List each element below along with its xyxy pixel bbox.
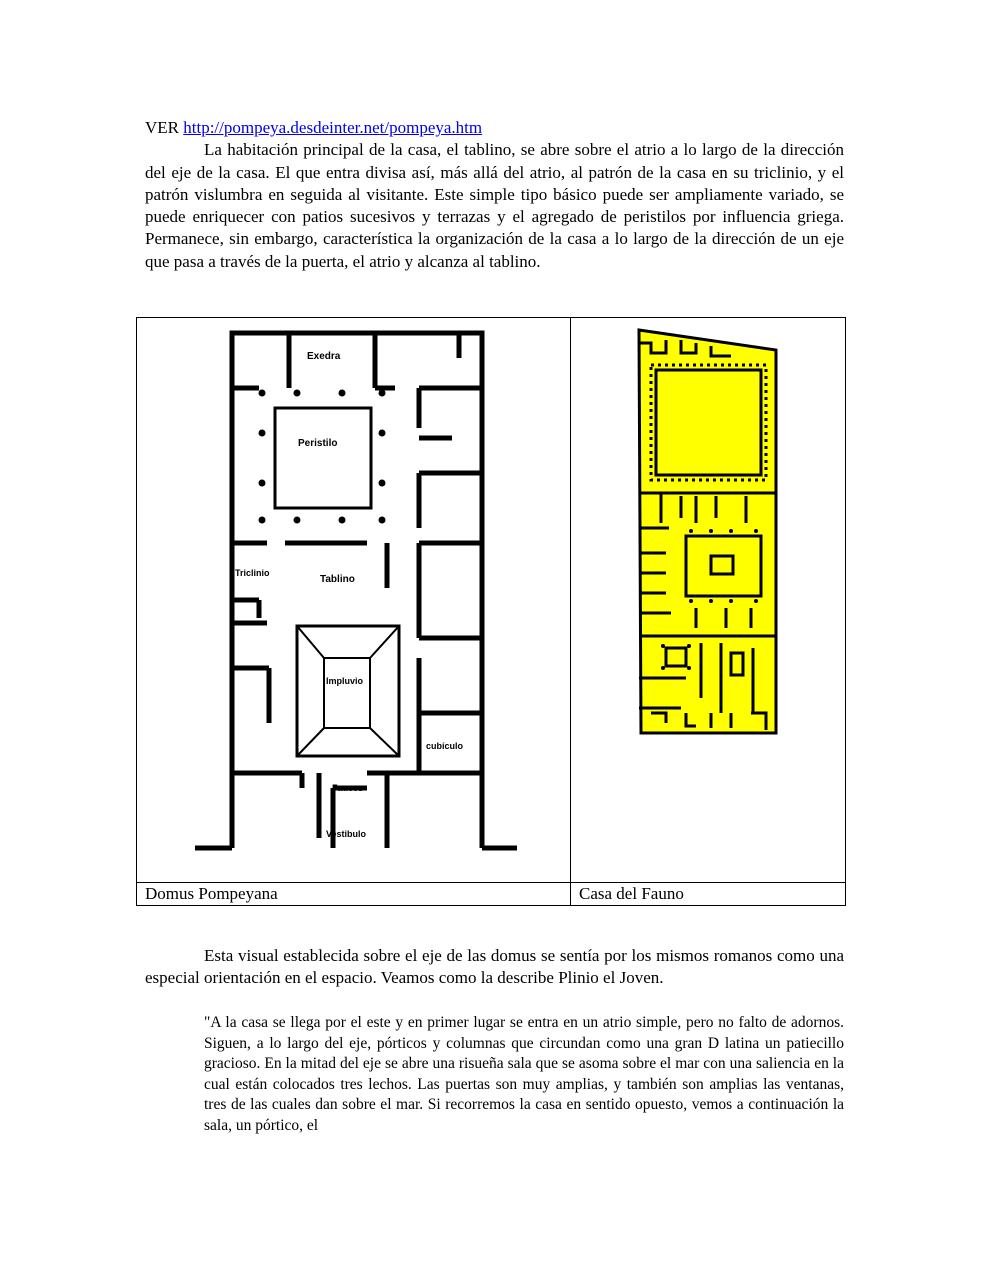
casa-del-fauno-plan — [571, 318, 845, 877]
label-cubiculo: cubículo — [426, 741, 464, 751]
label-tablino: Tablino — [320, 574, 355, 585]
label-vestibulo: Vestibulo — [326, 829, 367, 839]
domus-pompeyana-plan — [137, 318, 570, 877]
label-triclinio: Triclinio — [235, 568, 270, 578]
intro-section — [145, 117, 844, 273]
impluvio-basin — [297, 626, 399, 756]
plinio-quote: "A la casa se llega por el este y en primer lugar se entra en un atrio simple, pero no falto de adornos. Siguen, a lo largo del eje, pórticos y columnas que circundan como una gran D latina un patiecillo gracioso. En la mitad del eje se abre una risueña sala que se asoma sobre el mar con una saliencia en la cual están colocados tres lechos. Las puertas son muy amplias, y también son amplias las ventanas, tres de las cuales dan sobre el mar. Si recorremos la casa en sentido opuesto, vemos a continuación la sala, un pórtico, el — [204, 1014, 844, 1134]
pompeya-link[interactable]: http://pompeya.desdeinter.net/pompeya.htm — [183, 118, 483, 137]
label-impluvio: Impluvio — [326, 676, 364, 686]
caption-fauno: Casa del Fauno — [571, 883, 846, 906]
label-peristilo: Peristilo — [298, 438, 338, 449]
peristilo-court — [275, 408, 371, 508]
label-exedra: Exedra — [307, 351, 341, 362]
peristilo-columns — [259, 390, 386, 524]
body-paragraph: Esta visual establecida sobre el eje de las domus se sentía por los mismos romanos como una especial orientación en el espacio. Veamos como la describe Plinio el Joven. — [145, 946, 844, 988]
fauno-plan-cell — [571, 318, 846, 883]
ver-label: VER — [145, 118, 179, 137]
intro-paragraph: La habitación principal de la casa, el tablino, se abre sobre el atrio a lo largo de la dirección del eje de la casa. El que entra divisa así, más allá del atrio, al patrón de la casa en su triclinio, y el patrón vislumbra en seguida al visitante. Este simple tipo básico puede ser ampliamente variado, se puede enriquecer con patios sucesivos y terrazas y el agregado de peristilos por influencia griega. Permanece, sin embargo, característica la organización de la casa a lo largo de la dirección de un eje que pasa a través de la puerta, el atrio y alcanza al tablino. — [145, 140, 844, 271]
domus-walls — [195, 333, 517, 848]
domus-plan-cell — [137, 318, 571, 883]
figure-table — [136, 317, 846, 906]
label-fauces: Fauces — [332, 783, 364, 793]
ver-line — [145, 117, 844, 139]
caption-domus: Domus Pompeyana — [137, 883, 571, 906]
